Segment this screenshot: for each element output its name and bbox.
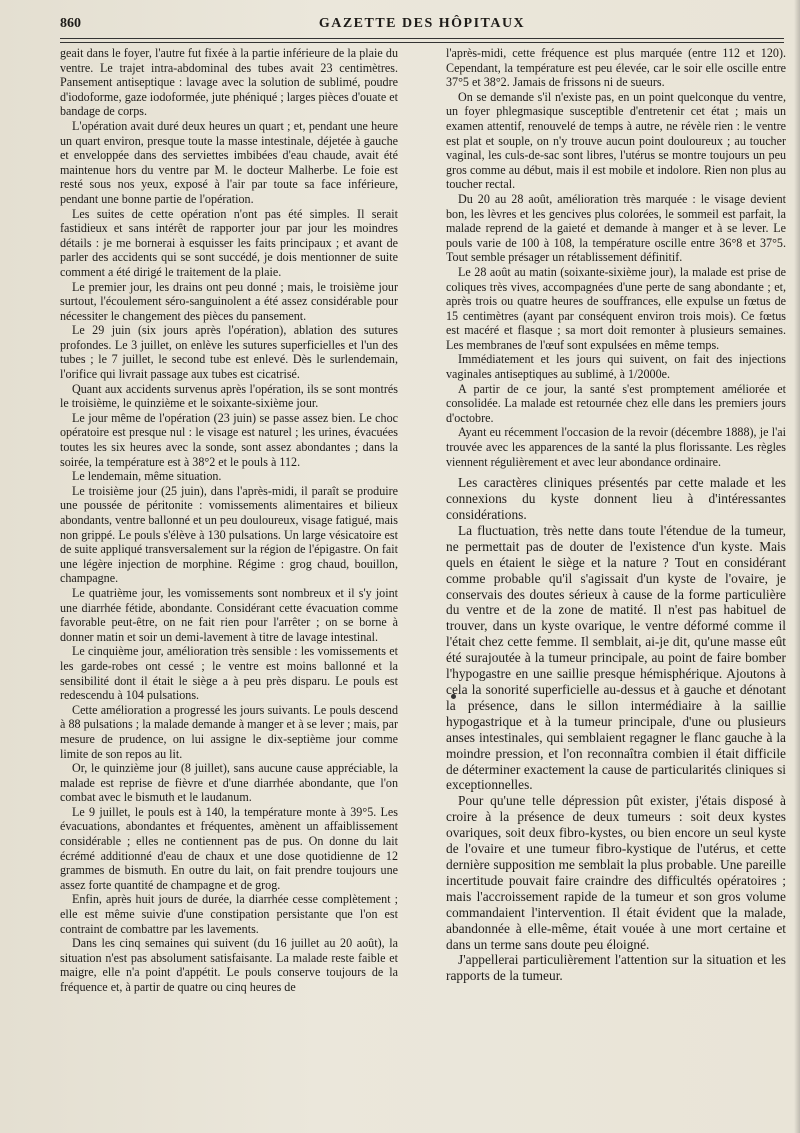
paragraph: Le 9 juillet, le pouls est à 140, la température monte à 39°5. Les évacuations, abondantes et fréquentes, amènent un affaiblissement considérable ; elles ne contiennent pas de pus. On donne du lait écrémé additionné d'eau de chaux et une dose quotidienne de 12 grammes de bismuth. En outre du lait, on fait prendre toujours une assez forte quantité de champagne et de grog. (60, 804, 398, 892)
paragraph: Les suites de cette opération n'ont pas été simples. Il serait fastidieux et sans intérêt de rapporter jour par jour les moindres détails : je me bornerai à esquisser les faits principaux ; et avant de parler des accidents qui se sont succédé, je dois mentionner de suite comment a été dirigé le traitement de la plaie. (60, 206, 398, 279)
left-text-column (60, 46, 398, 1126)
paragraph: Le 28 août au matin (soixante-sixième jour), la malade est prise de coliques très vives, accompagnées d'une perte de sang abondante ; et, après trois ou quatre heures de souffrances, elle expulse un fœtus de 15 centimètres (ayant par conséquent environ trois mois). Ce fœtus est macéré et flasque ; sa mort doit remonter à plusieurs semaines. Les membranes de l'œuf sont expulsées en même temps. (446, 264, 786, 352)
paragraph: L'opération avait duré deux heures un quart ; et, pendant une heure un quart environ, presque toute la masse intestinale, déjetée à gauche et enveloppée dans des serviettes imbibées d'eau chaude, avait été maintenue hors du ventre par M. le docteur Malherbe. Le foie est resté sous nos yeux, exposé à l'air par toute sa face inférieure, pendant une bonne partie de l'opération. (60, 118, 398, 206)
paragraph: Le 29 juin (six jours après l'opération), ablation des sutures profondes. Le 3 juillet, on enlève les sutures superficielles et l'un des tubes ; le 7 juillet, le second tube est enlevé. Dès le surlendemain, l'orifice qui livrait passage aux tubes est cicatrisé. (60, 323, 398, 382)
paragraph: Cette amélioration a progressé les jours suivants. Le pouls descend à 88 pulsations ; la malade demande à manger et à se lever ; mais, par mesure de prudence, on lui assigne le dix-septième jour comme limite de son repos au lit. (60, 702, 398, 761)
paragraph: l'après-midi, cette fréquence est plus marquée (entre 112 et 120). Cependant, la température est peu élevée, car le soir elle oscille entre 37°5 et 38°2. Jamais de frissons ni de sueurs. (446, 46, 786, 90)
paragraph: La fluctuation, très nette dans toute l'étendue de la tumeur, ne permettait pas de douter de l'existence d'un kyste. Mais quels en étaient le siège et la nature ? Tout en considérant comme probable qu'il s'agissait d'un kyste de l'ovaire, je conservais des doutes sérieux à cause de la forme particulière du ventre et de la zone de matité. Il n'est pas habituel de trouver, dans un kyste ovarique, le ventre déformé comme il l'était chez cette femme. Il semblait, ai-je dit, qu'une masse eût été surajoutée à la tumeur principale, au point de faire bomber l'hypogastre en une saillie presque hémisphérique. Ajoutons à cela la sonorité superficielle au-dessus et à gauche et dénotant la présence, dans le sillon intermédiaire à la saillie hypogastrique et à la tumeur principale, d'une ou plusieurs anses intestinales, qui semblaient regagner le flanc gauche à la moindre pression, et l'on reconnaîtra combien il était difficile de déterminer exactement la cause de particularités cliniques si exceptionnelles. (446, 522, 786, 793)
paragraph: geait dans le foyer, l'autre fut fixée à la partie inférieure de la plaie du ventre. Le trajet intra-abdominal des tubes avait 23 centimètres. Pansement antiseptique : lavage avec la solution de sublimé, poudre d'iodoforme, gaze iodoformée, jute phéniqué ; larges pièces d'ouate et bandage de corps. (60, 46, 398, 119)
running-title: GAZETTE DES HÔPITAUX (318, 16, 526, 31)
paragraph: Les caractères cliniques présentés par cette malade et les connexions du kyste donnent lieu à d'intéressantes considérations. (446, 475, 786, 523)
right-text-column (446, 46, 786, 1126)
paragraph: Du 20 au 28 août, amélioration très marquée : le visage devient bon, les lèvres et les gencives plus colorées, le sommeil est parfait, la malade reprend de la gaieté et demande à manger et à se lever. Le pouls varie de 100 à 108, la température oscille entre 36°8 et 37°5. Tout semble présager un rétablissement définitif. (446, 191, 786, 265)
paragraph: Or, le quinzième jour (8 juillet), sans aucune cause appréciable, la malade est reprise de fièvre et d'une diarrhée abondante, que l'on combat avec le bismuth et le laudanum. (60, 761, 398, 805)
paragraph: Ayant eu récemment l'occasion de la revoir (décembre 1888), je l'ai trouvée avec les apparences de la santé la plus florissante. Les règles viennent régulièrement et avec leur abondance ordinaire. (446, 425, 786, 469)
paragraph: Immédiatement et les jours qui suivent, on fait des injections vaginales antiseptiques au sublimé, à 1/2000e. (446, 352, 786, 382)
paragraph: On se demande s'il n'existe pas, en un point quelconque du ventre, un foyer phlegmasique susceptible d'entretenir cet état ; mais un examen attentif, renouvelé de temps à autre, ne révèle rien : le ventre est plat et souple, on n'y trouve aucun point douloureux ; au toucher vaginal, les culs-de-sac sont libres, l'utérus se montre toujours un peu gros comme au début, mais il est mobile et indolore. Rien non plus au toucher rectal. (446, 89, 786, 192)
header-double-rule (60, 38, 784, 43)
paragraph: Le jour même de l'opération (23 juin) se passe assez bien. Le choc opératoire est presque nul : le visage est naturel ; les urines, évacuées toutes les six heures avec la sonde, sont assez abondantes ; dans la soirée, la température est à 38°2 et le pouls à 112. (60, 410, 398, 469)
column-gutter (403, 46, 443, 1126)
paragraph: Enfin, après huit jours de durée, la diarrhée cesse complètement ; elle est même suivie d'une constipation persistante que l'on est contraint de combattre par les lavements. (60, 892, 398, 936)
paragraph: Le lendemain, même situation. (72, 469, 222, 484)
page-edge-shadow (794, 0, 800, 1133)
paragraph: Quant aux accidents survenus après l'opération, ils se sont montrés le troisième, le quinzième et le soixante-sixième jour. (60, 381, 398, 411)
paragraph: Le cinquième jour, amélioration très sensible : les vomissements et les garde-robes ont cessé ; le ventre est moins ballonné et la sensibilité dont il était le siège a à peu près disparu. Le pouls est redescendu à 104 pulsations. (60, 644, 398, 703)
paragraph: Le premier jour, les drains ont peu donné ; mais, le troisième jour surtout, l'écoulement séro-sanguinolent a été assez considérable pour nécessiter le changement des pièces du pansement. (60, 279, 398, 323)
paragraph: Le quatrième jour, les vomissements sont nombreux et il s'y joint une diarrhée fétide, abondante. Considérant cette évacuation comme favorable peut-être, on ne fait rien pour l'arrêter ; on se borne à donner matin et soir un demi-lavement à titre de lavage intestinal. (60, 585, 398, 644)
paragraph: J'appellerai particulièrement l'attention sur la situation et les rapports de la tumeur. (446, 952, 786, 984)
page-number: 860 (60, 16, 81, 31)
paragraph: Le troisième jour (25 juin), dans l'après-midi, il paraît se produire une poussée de péritonite : vomissements alimentaires et bilieux abondants, ventre ballonné et un peu douloureux, visage fatigué, mais non grippé. Le pouls s'élève à 130 pulsations. Un large vésicatoire est de suite appliqué transversalement sur la région de l'épigastre. On fait une légère injection de morphine. Régime : grog chaud, bouillon, champagne. (60, 483, 398, 586)
page-header (60, 16, 784, 38)
paragraph: Dans les cinq semaines qui suivent (du 16 juillet au 20 août), la situation n'est pas absolument satisfaisante. La malade reste faible et maigre, elle n'a point d'appétit. Le pouls conserve toujours de la fréquence et, à partir de quatre ou cinq heures de (60, 936, 398, 994)
paragraph: Pour qu'une telle dépression pût exister, j'étais disposé à croire à la présence de deux tumeurs : soit deux kystes ovariques, soit deux fibro-kystes, ou bien encore un seul kyste de l'ovaire et une tumeur fibro-kystique de l'utérus, et cette dernière supposition me semblait la plus probable. Une pareille incertitude pouvait faire craindre des difficultés opératoires ; mais l'accroissement rapide de la tumeur et son gros volume commandaient l'intervention. Il était évident que la malade, abandonnée à elle-même, était vouée à une mort certaine et dans un terme sans doute peu éloigné. (446, 793, 786, 952)
paragraph: A partir de ce jour, la santé s'est promptement améliorée et consolidée. La malade est retournée chez elle dans les premiers jours d'octobre. (446, 381, 786, 425)
